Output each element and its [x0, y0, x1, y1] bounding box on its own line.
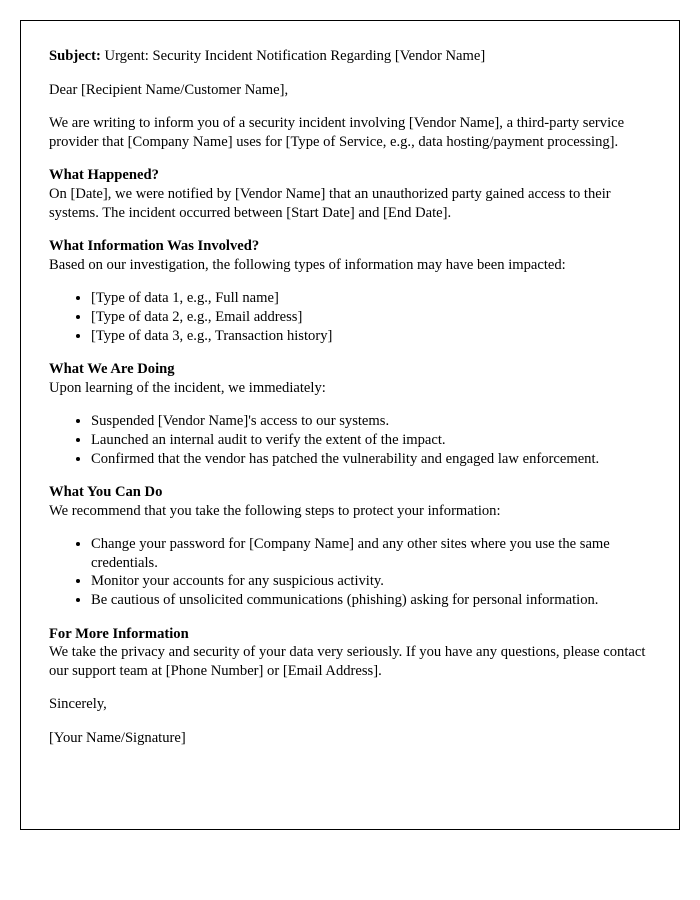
list-item: • [Type of data 2, e.g., Email address]	[91, 308, 651, 327]
signature: [Your Name/Signature]	[49, 730, 186, 747]
section-heading-information-involved: What Information Was Involved?	[49, 238, 260, 255]
subject-text: Urgent: Security Incident Notification Regarding [Vendor Name]	[104, 48, 486, 64]
list-item: • Monitor your accounts for any suspicious activity.	[91, 572, 651, 591]
list-item: • [Type of data 3, e.g., Transaction history]	[91, 327, 651, 346]
greeting: Dear [Recipient Name/Customer Name],	[49, 81, 289, 98]
section-heading-what-we-are-doing: What We Are Doing	[49, 361, 175, 378]
list-item: • Be cautious of unsolicited communications (phishing) asking for personal information.	[91, 591, 651, 610]
section-heading-more-information: For More Information	[49, 625, 189, 642]
section-body-what-happened: On [Date], we were notified by [Vendor Name] that an unauthorized party gained access to their systems. The incident occurred between [Start Date] and [End Date].	[49, 185, 611, 221]
section-body-information-involved: Based on our investigation, the following types of information may have been impacted:	[49, 256, 566, 273]
subject-label: Subject:	[49, 48, 101, 64]
section-body-more-information: We take the privacy and security of your data very seriously. If you have any questions, please contact our support team at [Phone Number] or [Email Address].	[49, 644, 646, 679]
section-body-what-we-are-doing: Upon learning of the incident, we immediately:	[49, 379, 326, 396]
section-body-what-you-can-do: We recommend that you take the following steps to protect your information:	[49, 502, 501, 519]
section-heading-what-happened: What Happened?	[49, 167, 159, 184]
what-you-can-do-list	[49, 535, 651, 609]
list-item: • Suspended [Vendor Name]'s access to our systems.	[91, 412, 651, 431]
what-we-are-doing-list	[49, 412, 651, 468]
list-item: • Launched an internal audit to verify the extent of the impact.	[91, 431, 651, 450]
letter-document	[20, 20, 680, 830]
list-item: • Change your password for [Company Name] and any other sites where you use the same credentials.	[91, 535, 651, 572]
list-item: • Confirmed that the vendor has patched the vulnerability and engaged law enforcement.	[91, 450, 651, 469]
section-heading-what-you-can-do: What You Can Do	[49, 484, 163, 501]
closing: Sincerely,	[49, 696, 107, 713]
information-involved-list	[49, 289, 651, 345]
subject-line	[49, 47, 651, 66]
list-item: • [Type of data 1, e.g., Full name]	[91, 289, 651, 308]
intro-paragraph: We are writing to inform you of a security incident involving [Vendor Name], a third-party service provider that [Company Name] uses for [Type of Service, e.g., data hosting/payment processing].	[49, 115, 625, 150]
